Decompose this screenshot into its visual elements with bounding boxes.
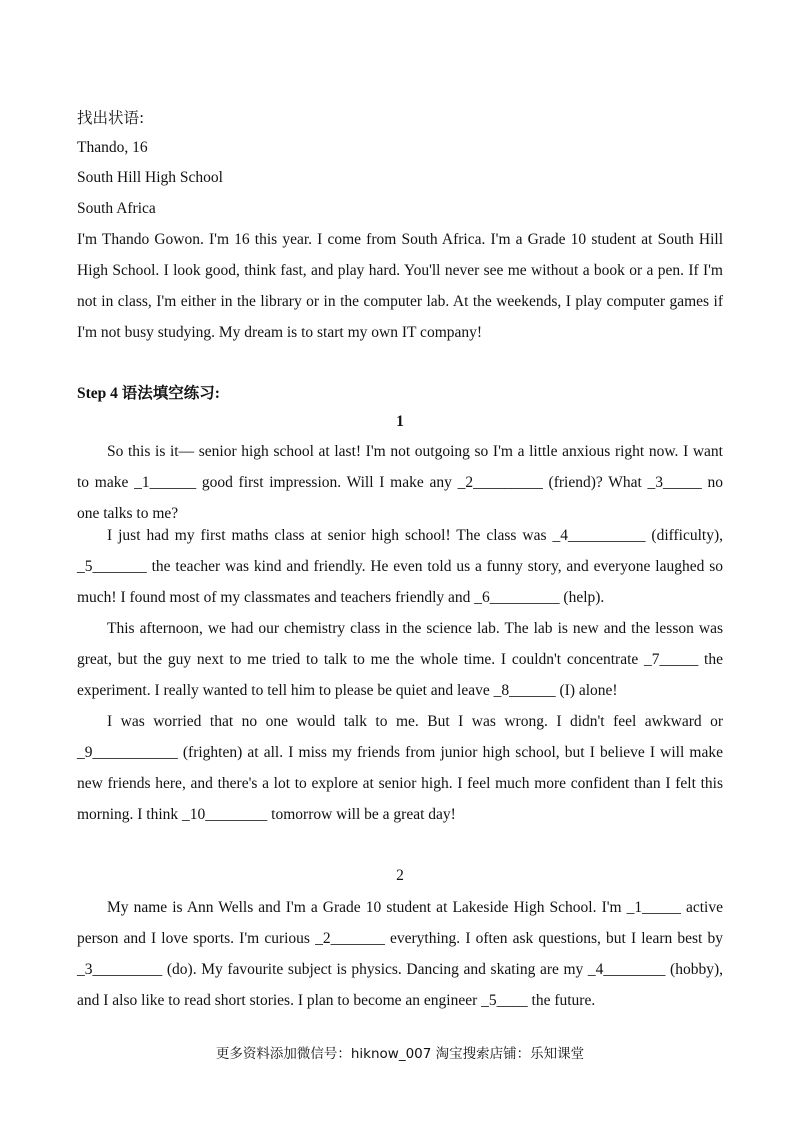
- passage1-number: 1: [396, 413, 404, 430]
- passage1-paragraph-2: I just had my first maths class at senior high school! The class was _4__________ (difficulty), _5_______ the teacher was kind and friendly. He even told us a funny story, and everyone laughed so much! I found most of my classmates and teachers friendly and _6_________ (help).: [77, 527, 723, 606]
- step4-heading: Step 4 语法填空练习:: [77, 385, 220, 402]
- passage1-paragraph-4: I was worried that no one would talk to me. But I was wrong. I didn't feel awkward or _9___________ (frighten) at all. I miss my friends from junior high school, but I believe I will make new friends here, and there's a lot to explore at senior high. I feel much more confident than I felt this morning. I think _10________ tomorrow will be a great day!: [77, 713, 723, 823]
- intro-heading: 找出状语:: [77, 109, 145, 127]
- intro-name-line: Thando, 16: [77, 139, 148, 156]
- passage2-number: 2: [396, 867, 404, 884]
- intro-paragraph: I'm Thando Gowon. I'm 16 this year. I come from South Africa. I'm a Grade 10 student at South Hill High School. I look good, think fast, and play hard. You'll never see me without a book or a pen. If I'm not in class, I'm either in the library or in the computer lab. At the weekends, I play computer games if I'm not busy studying. My dream is to start my own IT company!: [77, 231, 723, 341]
- intro-country-line: South Africa: [77, 200, 156, 217]
- passage1-paragraph-3: This afternoon, we had our chemistry class in the science lab. The lab is new and the lesson was great, but the guy next to me tried to talk to me the whole time. I couldn't concentrate _7_____ the experiment. I really wanted to tell him to please be quiet and leave _8______ (I) alone!: [77, 620, 723, 699]
- passage2-paragraph-1: My name is Ann Wells and I'm a Grade 10 student at Lakeside High School. I'm _1_____ active person and I love sports. I'm curious _2_______ everything. I often ask questions, but I learn best by _3_________ (do). My favourite subject is physics. Dancing and skating are my _4________ (hobby), and I also like to read short stories. I plan to become an engineer _5____ the future.: [77, 899, 723, 1009]
- passage1-paragraph-1: So this is it— senior high school at last! I'm not outgoing so I'm a little anxious right now. I want to make _1______ good first impression. Will I make any _2_________ (friend)? What _3_____ no one talks to me?: [77, 443, 723, 522]
- intro-school-line: South Hill High School: [77, 169, 223, 186]
- footer-text: 更多资料添加微信号：hiknow_007 淘宝搜索店铺：乐知课堂: [215, 1046, 585, 1062]
